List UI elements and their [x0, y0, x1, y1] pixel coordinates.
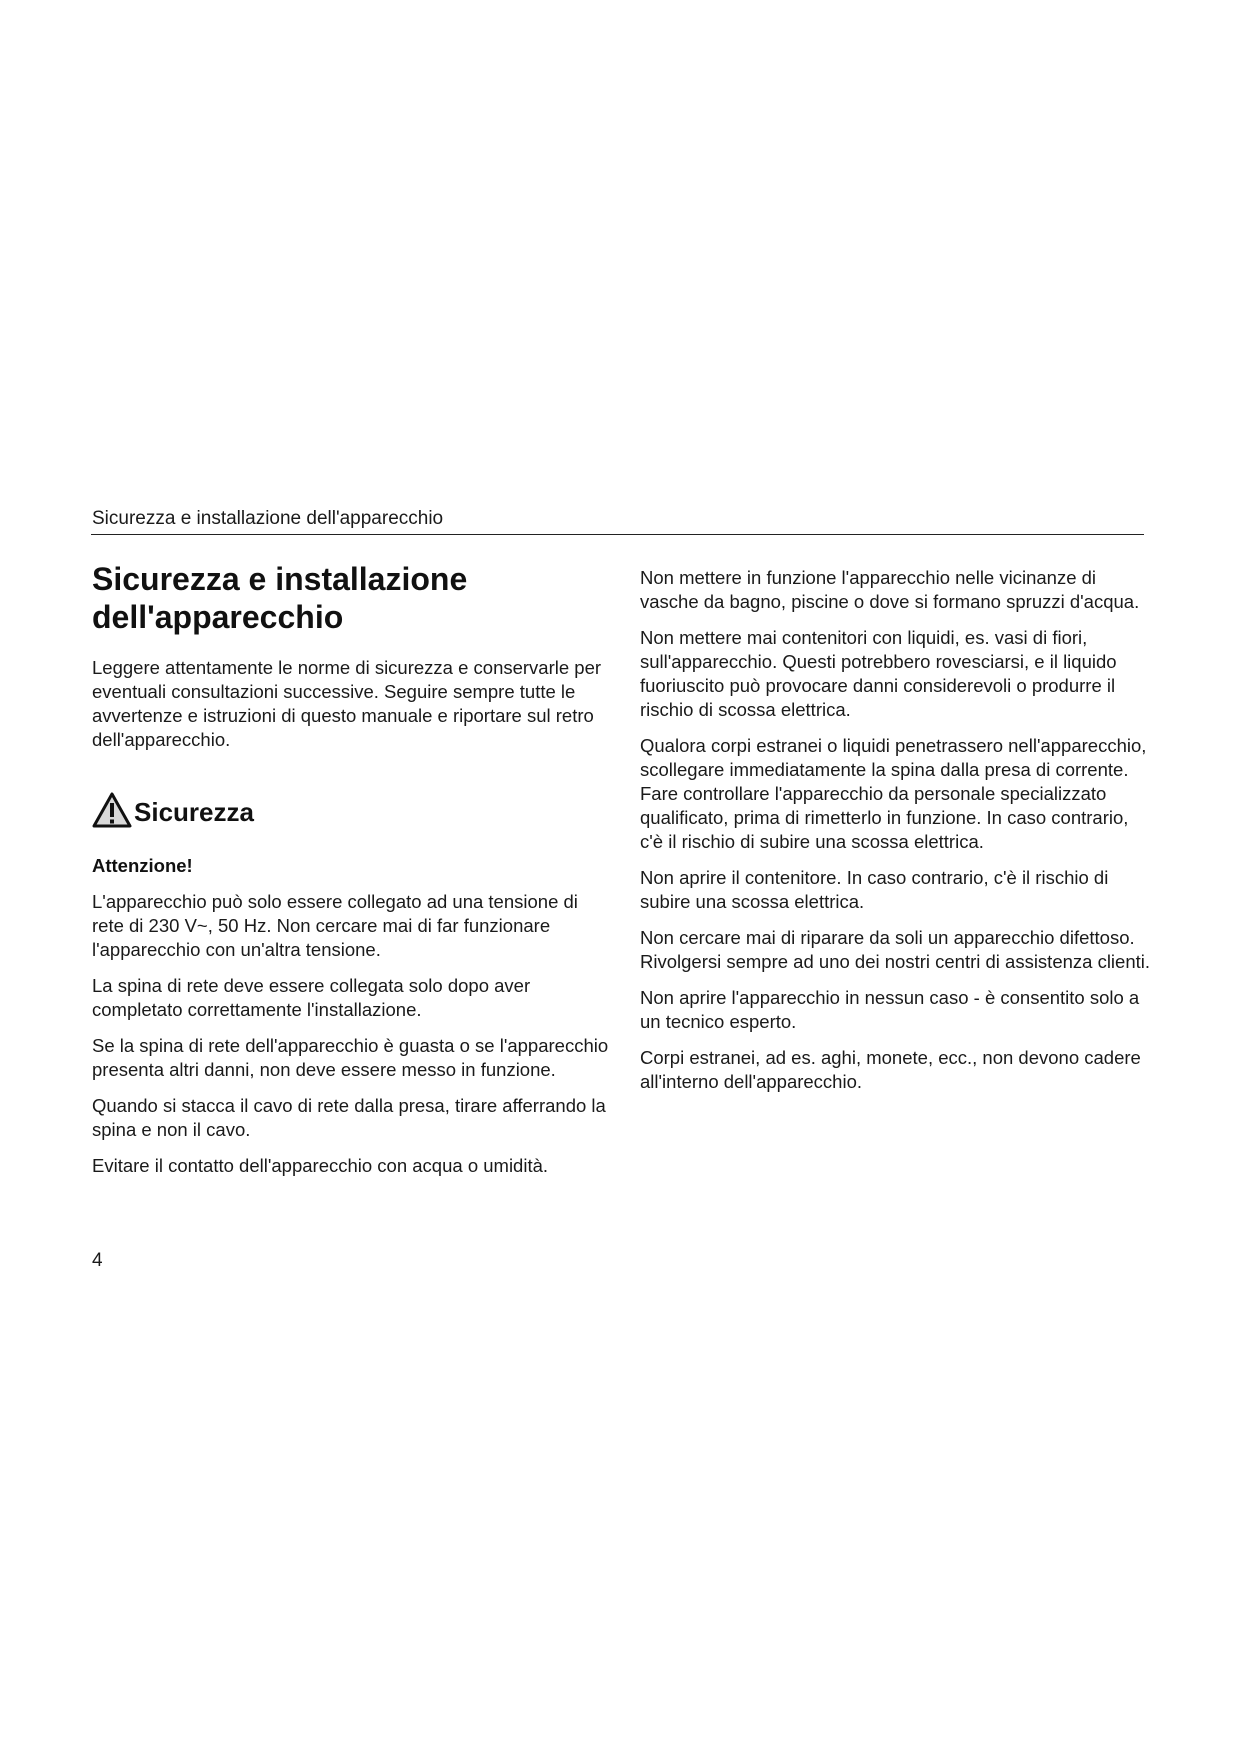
page-number: 4	[92, 1250, 103, 1271]
right-column	[640, 566, 1150, 1106]
left-paragraph: Evitare il contatto dell'apparecchio con acqua o umidità.	[92, 1155, 549, 1176]
intro-paragraph: Leggere attentamente le norme di sicurezza e conservarle per eventuali consultazioni successive. Seguire sempre tutte le avvertenze e istruzioni di questo manuale e riportare sul retro dell'apparecchio.	[92, 657, 602, 750]
right-paragraph: Qualora corpi estranei o liquidi penetrassero nell'apparecchio, scollegare immediatamente la spina dalla presa di corrente. Fare controllare l'apparecchio da personale specializzato qualificato, prima di rimetterlo in funzione. In caso contrario, c'è il rischio di subire una scossa elettrica.	[640, 735, 1147, 852]
warning-triangle-icon	[92, 792, 132, 828]
right-paragraph: Corpi estranei, ad es. aghi, monete, ecc., non devono cadere all'interno dell'apparecchio.	[640, 1047, 1141, 1092]
left-paragraph: La spina di rete deve essere collegata solo dopo aver completato correttamente l'installazione.	[92, 975, 531, 1020]
running-header: Sicurezza e installazione dell'apparecchio	[92, 508, 444, 529]
right-paragraph: Non cercare mai di riparare da soli un apparecchio difettoso. Rivolgersi sempre ad uno dei nostri centri di assistenza clienti.	[640, 927, 1151, 972]
left-paragraph: Se la spina di rete dell'apparecchio è guasta o se l'apparecchio presenta altri danni, non deve essere messo in funzione.	[92, 1035, 609, 1080]
section-heading-sicurezza	[92, 792, 612, 828]
left-column	[92, 560, 612, 1190]
right-paragraph: Non mettere mai contenitori con liquidi, es. vasi di fiori, sull'apparecchio. Questi potrebbero rovesciarsi, e il liquido fuoriuscito può provocare danni considerevoli o produrre il rischio di scossa elettrica.	[640, 627, 1117, 720]
header-divider	[91, 534, 1144, 535]
left-paragraph: L'apparecchio può solo essere collegato ad una tensione di rete di 230 V~, 50 Hz. Non cercare mai di far funzionare l'apparecchio con un'altra tensione.	[92, 891, 578, 960]
warning-subheading: Attenzione!	[92, 855, 193, 876]
right-paragraph: Non mettere in funzione l'apparecchio nelle vicinanze di vasche da bagno, piscine o dove si formano spruzzi d'acqua.	[640, 567, 1140, 612]
right-paragraph: Non aprire l'apparecchio in nessun caso - è consentito solo a un tecnico esperto.	[640, 987, 1140, 1032]
section-title: Sicurezza	[134, 797, 254, 827]
right-paragraph: Non aprire il contenitore. In caso contrario, c'è il rischio di subire una scossa elettrica.	[640, 867, 1109, 912]
left-paragraph: Quando si stacca il cavo di rete dalla presa, tirare afferrando la spina e non il cavo.	[92, 1095, 606, 1140]
page-title: Sicurezza e installazione dell'apparecchio	[92, 561, 468, 635]
